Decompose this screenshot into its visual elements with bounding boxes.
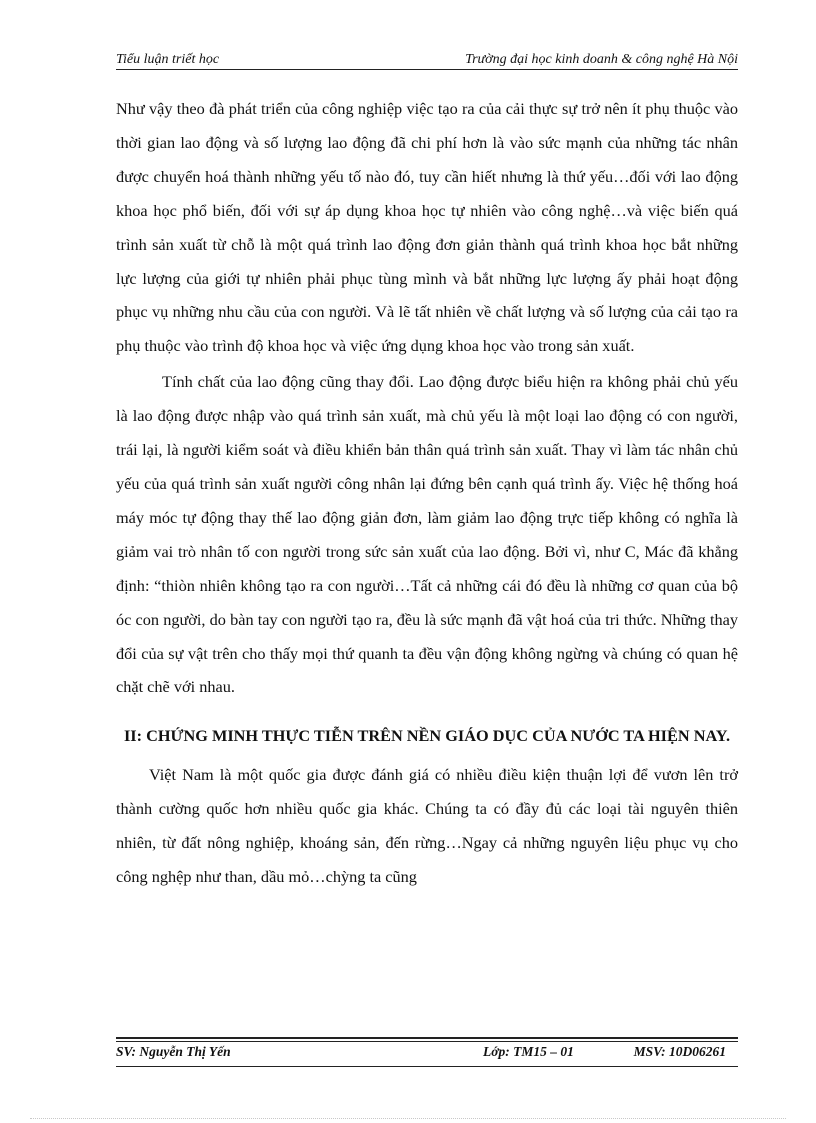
footer-student-id: MSV: 10D06261 [633, 1044, 726, 1059]
footer-divider-thick [116, 1037, 738, 1039]
footer-divider-thin [116, 1041, 738, 1042]
section-heading: II: CHỨNG MINH THỰC TIỄN TRÊN NỀN GIÁO DỤC CỦA NƯỚC TA HIỆN NAY. [123, 726, 731, 746]
header-document-type: Tiểu luận triết học [116, 52, 220, 67]
paragraph-2: Tính chất của lao động cũng thay đổi. Lao động được biểu hiện ra không phải chủ yếu là lao động được nhập vào quá trình sản xuất, mà chủ yếu là một loại lao động có con người, trái lại, là người kiểm soát và điều khiển bản thân quá trình sản xuất. Thay vì làm tác nhân chủ yếu của quá trình sản xuất người công nhân lại đứng bên cạnh quá trình ấy. Việc hệ thống hoá máy móc tự động thay thế lao động giản đơn, làm giảm lao động trực tiếp không có nghĩa là giảm vai trò nhân tố con người trong sức sản xuất của lao động. Bởi vì, như C, Mác đã khẳng định: “thiòn nhiên không tạo ra con người…Tất cả những cái đó đều là những cơ quan của bộ óc con người, do bàn tay con người tạo ra, đều là sức mạnh đã vật hoá của tri thức. Những thay đổi của sự vật trên cho thấy mọi thứ quanh ta đều vận động không ngừng và chúng có quan hệ chặt chẽ với nhau. [116, 372, 738, 697]
paragraph-1: Như vậy theo đà phát triển của công nghiệp việc tạo ra của cải thực sự trở nên ít phụ thuộc vào thời gian lao động và số lượng lao động đã chi phí hơn là vào sức mạnh của những tác nhân được chuyển hoá thành những yếu tố nào đó, tuy cần hiết nhưng là thứ yếu…đối với lao động khoa học phổ biến, đối với sự áp dụng khoa học tự nhiên vào công nghệ…và việc biến quá trình sản xuất từ chỗ là một quá trình lao động đơn giản thành quá trình khoa học bắt những lực lượng của giới tự nhiên phải phục tùng mình và bắt những lực lượng ấy phải hoạt động phục vụ những nhu cầu của con người. Và lẽ tất nhiên về chất lượng và số lượng của cải tạo ra phụ thuộc vào trình độ khoa học và việc ứng dụng khoa học vào trong sản xuất. [116, 99, 738, 356]
header-divider [116, 69, 738, 70]
footer-class: Lớp: TM15 – 01 [483, 1044, 574, 1059]
paragraph-3: Việt Nam là một quốc gia được đánh giá có nhiều điều kiện thuận lợi để vươn lên trở thành cường quốc hơn nhiều quốc gia khác. Chúng ta có đầy đủ các loại tài nguyên thiên nhiên, từ đất nông nghiệp, khoáng sản, đến rừng…Ngay cả những nguyên liệu phục vụ cho công nghệp như than, dầu mỏ…chỳng ta cũng [116, 765, 738, 887]
footer-student-name: SV: Nguyễn Thị Yến [116, 1044, 231, 1059]
header-university: Trường đại học kinh doanh & công nghệ Hà Nội [465, 52, 738, 67]
page-body [116, 92, 738, 894]
page-footer [116, 1044, 738, 1064]
page-edge-dotted-line [30, 1118, 786, 1119]
footer-bottom-divider [116, 1066, 738, 1067]
page-header [116, 46, 738, 68]
